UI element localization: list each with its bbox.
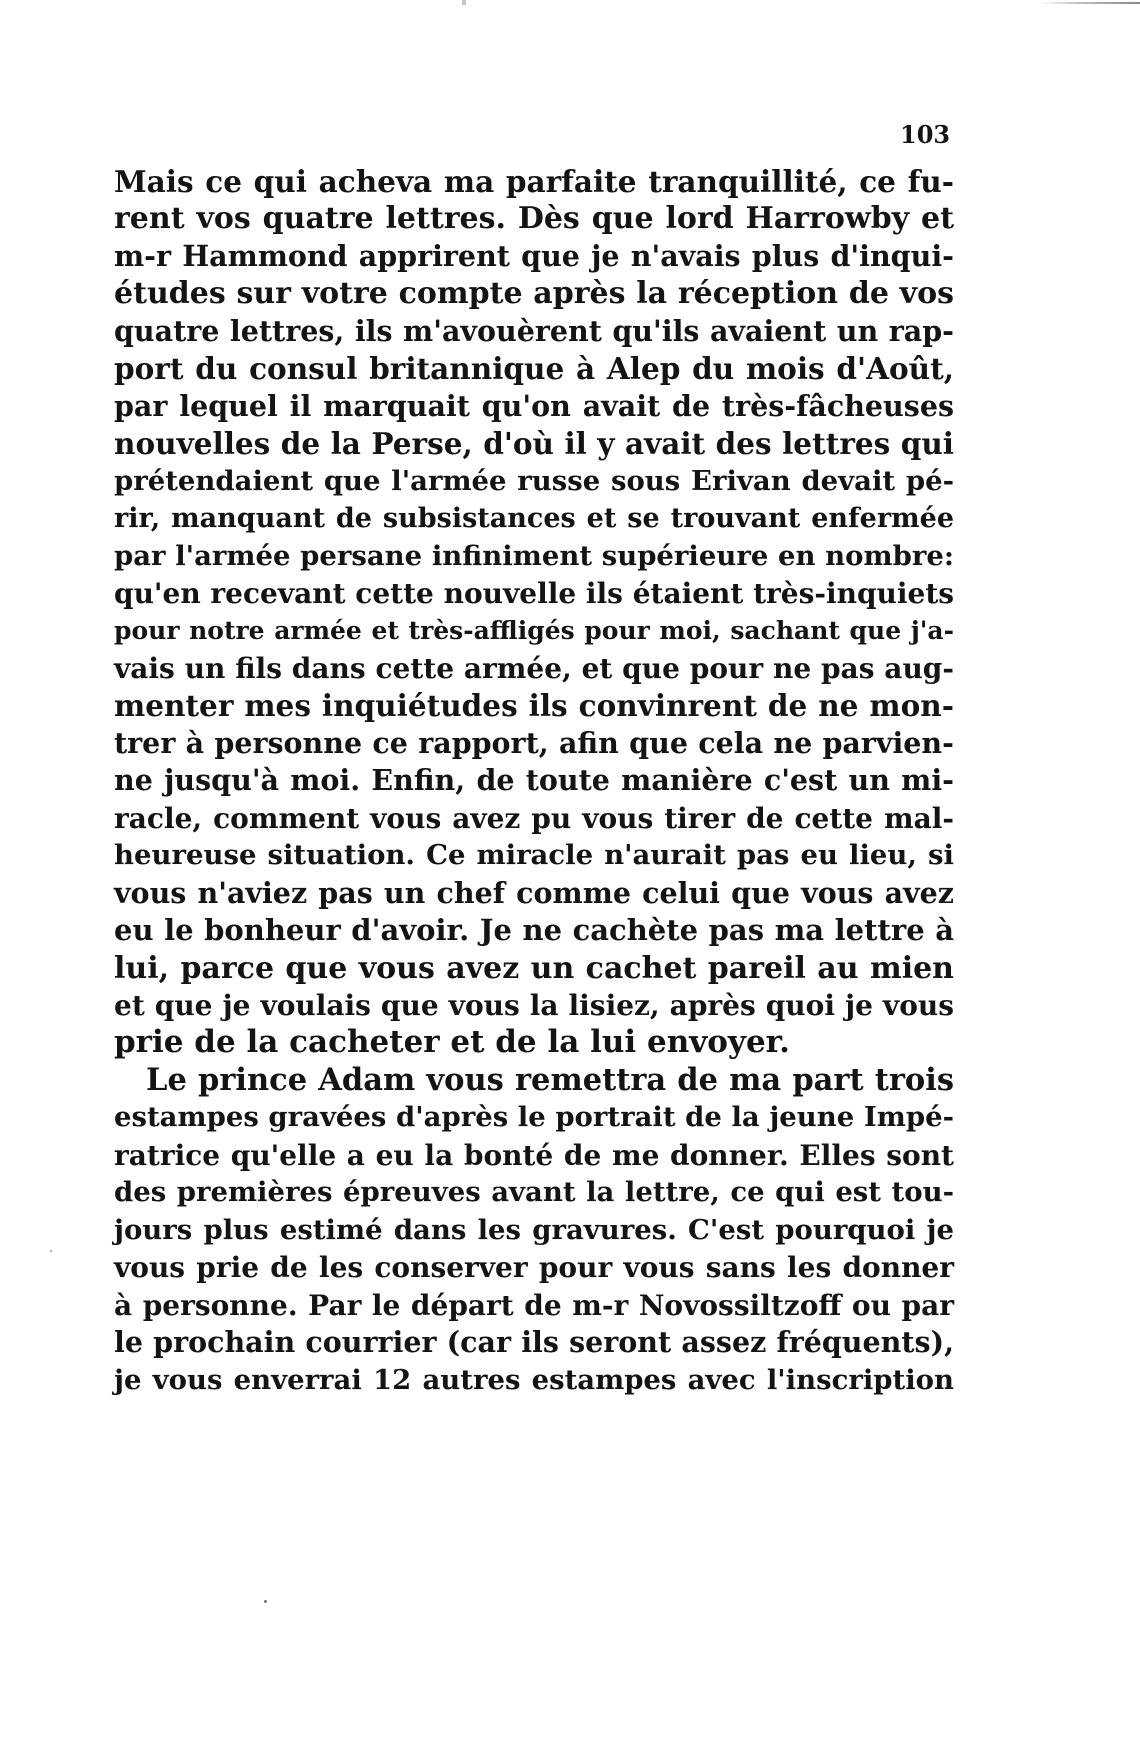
text-line: par lequel il marquait qu'on avait de très-fâcheuses	[114, 388, 954, 423]
text-line: par l'armée persane infiniment supérieure en nombre:	[114, 539, 954, 572]
text-line: vous prie de les conserver pour vous sans les donner	[114, 1251, 954, 1285]
text-line: et que je voulais que vous la lisiez, après quoi je vous	[114, 988, 954, 1022]
scan-edge-mark-small	[462, 0, 466, 5]
text-line: des premières épreuves avant la lettre, ce qui est tou-	[114, 1176, 954, 1209]
text-line: études sur votre compte après la réception de vos	[114, 276, 954, 312]
text-line: rir, manquant de subsistances et se trouvant enfermée	[114, 503, 954, 535]
body-text	[114, 163, 954, 1399]
text-line: ne jusqu'à moi. Enfin, de toute manière c'est un mi-	[114, 763, 954, 798]
scan-speck	[50, 1250, 52, 1252]
text-line: je vous enverrai 12 autres estampes avec l'inscription	[114, 1363, 954, 1396]
text-line: nouvelles de la Perse, d'où il y avait des lettres qui	[114, 426, 954, 462]
text-line: m-r Hammond apprirent que je n'avais plus d'inqui-	[114, 238, 954, 273]
text-line: rent vos quatre lettres. Dès que lord Harrowby et	[114, 201, 954, 237]
text-line: menter mes inquiétudes ils convinrent de ne mon-	[114, 688, 954, 724]
text-line: racle, comment vous avez pu vous tirer de cette mal-	[114, 801, 954, 835]
text-line: pour notre armée et très-affligés pour moi, sachant que j'a-	[114, 616, 954, 646]
scan-speck	[264, 1600, 267, 1603]
text-line: le prochain courrier (car ils seront assez fréquents),	[114, 1325, 954, 1360]
text-line: vais un fils dans cette armée, et que pour ne pas aug-	[114, 651, 954, 685]
text-line: quatre lettres, ils m'avouèrent qu'ils avaient un rap-	[114, 313, 954, 348]
text-line: prétendaient que l'armée russe sous Erivan devait pé-	[114, 464, 954, 497]
text-line: port du consul britannique à Alep du mois d'Août,	[114, 351, 954, 387]
paragraph-1	[114, 163, 954, 1062]
text-line: vous n'aviez pas un chef comme celui que vous avez	[114, 875, 954, 910]
text-line: eu le bonheur d'avoir. Je ne cachète pas ma lettre à	[114, 913, 954, 948]
text-line: heureuse situation. Ce miracle n'aurait pas eu lieu, si	[114, 839, 954, 872]
page-number: 103	[900, 120, 951, 149]
text-line: estampes gravées d'après le portrait de la jeune Impé-	[114, 1101, 954, 1134]
text-line: Mais ce qui acheva ma parfaite tranquillité, ce fu-	[114, 164, 954, 199]
text-line: trer à personne ce rapport, afin que cela ne parvien-	[114, 725, 954, 760]
paragraph-2	[114, 1062, 954, 1399]
text-line: lui, parce que vous avez un cachet pareil au mien	[114, 950, 954, 986]
text-line: ratrice qu'elle a eu la bonté de me donner. Elles sont	[114, 1138, 954, 1172]
text-line: prie de la cacheter et de la lui envoyer.	[114, 1024, 790, 1061]
text-line: Le prince Adam vous remettra de ma part trois	[146, 1061, 954, 1098]
text-line: qu'en recevant cette nouvelle ils étaient très-inquiets	[114, 576, 955, 610]
scan-edge-mark	[1040, 2, 1140, 4]
text-line: jours plus estimé dans les gravures. C'est pourquoi je	[114, 1213, 954, 1246]
text-line: à personne. Par le départ de m-r Novossiltzoff ou par	[114, 1288, 954, 1322]
